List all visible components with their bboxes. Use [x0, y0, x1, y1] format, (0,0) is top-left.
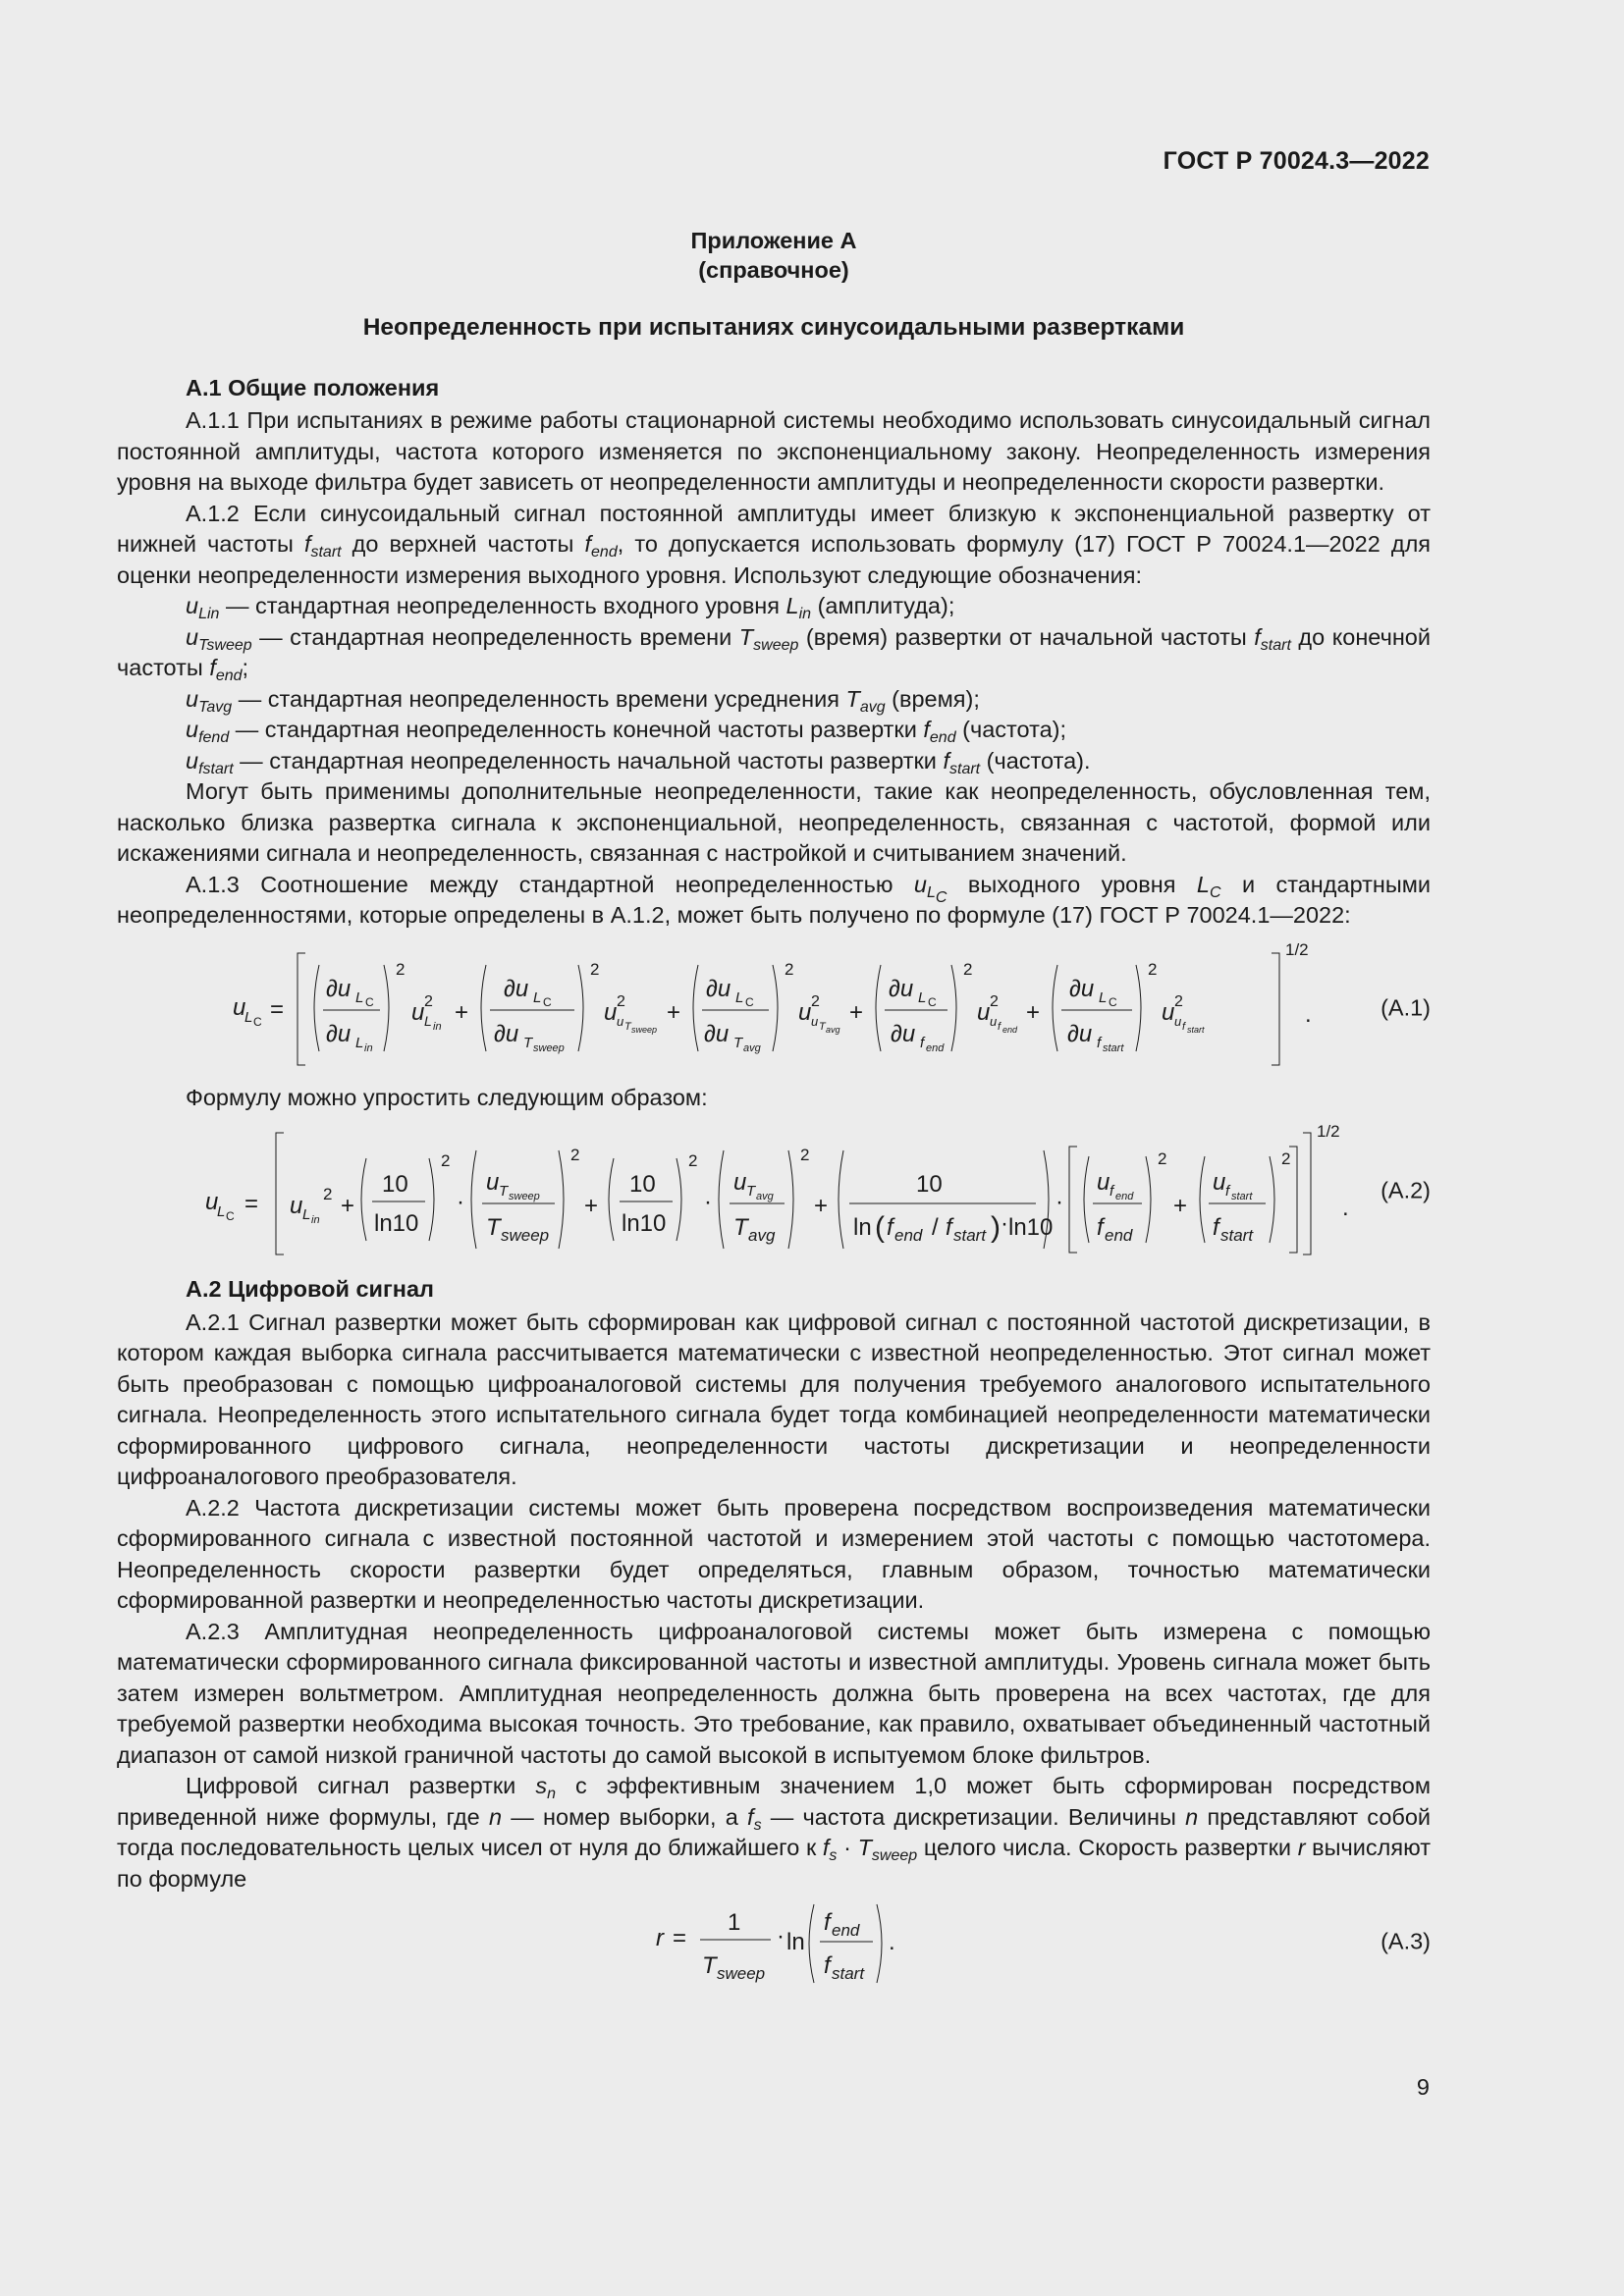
svg-text:start: start	[1220, 1226, 1254, 1245]
svg-text:C: C	[365, 994, 374, 1009]
svg-text:avg: avg	[748, 1226, 776, 1245]
annex-title: Приложение А	[690, 228, 857, 253]
paragraph-additional: Могут быть применимы дополнительные неопределенности, такие как неопределенность, обусловленная тем, насколько близка развертка сигнала к экспоненциальной, неопределенность, связанная с частотой, формой или искажениями сигнала и неопределенность, связанная с настройкой и считыванием значений.	[117, 778, 1431, 866]
svg-text:avg: avg	[743, 1041, 761, 1054]
svg-text:2: 2	[990, 992, 999, 1010]
svg-text:+: +	[584, 1193, 599, 1219]
svg-text:u: u	[1213, 1169, 1226, 1196]
svg-text:.: .	[1342, 1195, 1349, 1221]
svg-text:end: end	[894, 1226, 923, 1245]
svg-text:end: end	[832, 1921, 860, 1940]
svg-text:f: f	[1225, 1183, 1230, 1200]
svg-text:.: .	[1305, 1000, 1312, 1028]
svg-text:2: 2	[441, 1151, 451, 1170]
formula-a2-graphic	[117, 1117, 1431, 1264]
equation-number: (А.2)	[1380, 1177, 1431, 1203]
list-item: $u_{Tavg}$ — стандартная неопределенность времени усреднения $T_{avg}$ (время);	[186, 685, 980, 716]
svg-text:1/2: 1/2	[1285, 939, 1309, 959]
svg-text:2: 2	[963, 959, 973, 979]
annex-heading: Неопределенность при испытаниях синусоидальными развертками	[362, 314, 1185, 341]
svg-text:C: C	[745, 994, 754, 1009]
svg-text:∂u: ∂u	[504, 975, 529, 1002]
svg-text:start: start	[832, 1964, 865, 1983]
svg-text:2: 2	[570, 1146, 580, 1164]
svg-text:f: f	[1097, 1214, 1104, 1241]
svg-text:2: 2	[1158, 1149, 1167, 1168]
formula-a3	[117, 1896, 1431, 1987]
svg-text:f: f	[998, 1020, 1001, 1033]
svg-text:+: +	[455, 998, 469, 1026]
svg-text:10: 10	[916, 1171, 943, 1198]
svg-text:r: r	[656, 1925, 664, 1951]
svg-text:L: L	[918, 988, 927, 1006]
svg-text:L: L	[355, 988, 364, 1006]
svg-text:L: L	[302, 1206, 311, 1223]
svg-text:in: in	[364, 1041, 373, 1054]
svg-text:ln: ln	[786, 1929, 805, 1955]
svg-text:f: f	[946, 1214, 952, 1241]
svg-text:f: f	[824, 1952, 831, 1979]
svg-text:.: .	[889, 1929, 895, 1955]
svg-text:u: u	[290, 1193, 303, 1219]
svg-text:L: L	[424, 1012, 432, 1029]
svg-text:10: 10	[382, 1171, 408, 1198]
equation-number: (А.3)	[1380, 1928, 1431, 1954]
svg-text:10: 10	[629, 1171, 656, 1198]
svg-text:start: start	[1103, 1041, 1124, 1054]
svg-text:T: T	[624, 1020, 631, 1033]
svg-text:u: u	[205, 1189, 219, 1215]
paragraph-a1-1: А.1.1 При испытаниях в режиме работы стационарной системы необходимо использовать синусоидальный сигнал постоянной амплитуды, частота которого изменяется по экспоненциальному закону. Неопределенность измерения уровня на выходе фильтра будет зависеть от неопределенности амплитуды и неопределенности скорости развертки.	[117, 407, 1431, 495]
svg-text:∂u: ∂u	[1067, 1020, 1093, 1047]
svg-text:sweep: sweep	[501, 1226, 550, 1245]
svg-text:u: u	[798, 998, 812, 1026]
svg-text:u: u	[486, 1169, 500, 1196]
svg-text:2: 2	[1148, 959, 1158, 979]
svg-text:2: 2	[811, 992, 820, 1010]
svg-text:end: end	[1105, 1226, 1133, 1245]
svg-text:sweep: sweep	[631, 1024, 658, 1035]
svg-text:end: end	[926, 1041, 945, 1054]
svg-text:T: T	[523, 1034, 533, 1051]
svg-text:u: u	[1097, 1169, 1110, 1196]
formula-a1-graphic	[117, 939, 1431, 1077]
svg-text:C: C	[226, 1209, 235, 1223]
svg-text:sweep: sweep	[717, 1964, 766, 1983]
svg-text:avg: avg	[756, 1191, 774, 1202]
svg-text:u: u	[1174, 1013, 1182, 1029]
svg-text:T: T	[819, 1020, 826, 1033]
svg-text:T: T	[733, 1034, 743, 1051]
svg-text:∂u: ∂u	[704, 1020, 730, 1047]
svg-text:f: f	[887, 1214, 893, 1241]
svg-text:2: 2	[323, 1185, 333, 1203]
svg-text:T: T	[486, 1214, 501, 1241]
svg-text:+: +	[341, 1193, 355, 1219]
svg-text:in: in	[311, 1214, 320, 1226]
svg-text:L: L	[735, 988, 744, 1006]
document-code: ГОСТ Р 70024.3—2022	[1163, 147, 1430, 175]
svg-text:u: u	[233, 993, 246, 1021]
svg-text:C: C	[543, 994, 552, 1009]
svg-text:2: 2	[785, 959, 794, 979]
svg-text:f: f	[920, 1034, 925, 1051]
svg-text:2: 2	[617, 992, 625, 1010]
svg-text:=: =	[673, 1925, 687, 1951]
paragraph-a1-2: А.1.2 Если синусоидальный сигнал постоянной амплитуды имеет близкую к экспоненциальной развертку от нижней частоты $f_{start}$ до верхней частоты $f_{end}$, то допускается использовать формулу (17) ГОСТ Р 70024.1—2022 для оценки неопределенности измерения выходного уровня. Используют следующие обозначения:	[117, 500, 1432, 588]
page-number: 9	[1416, 2074, 1430, 2100]
svg-text:T: T	[733, 1214, 748, 1241]
svg-text:·: ·	[777, 1923, 785, 1949]
list-item: $u_{Tsweep}$ — стандартная неопределенность времени $T_{sweep}$ (время) развертки от начальной частоты $f_{start}$ до конечной частоты $f_{end}$;	[117, 623, 1431, 684]
svg-text:avg: avg	[826, 1024, 840, 1035]
svg-text:T: T	[702, 1952, 717, 1979]
svg-text:∂u: ∂u	[1069, 975, 1095, 1002]
svg-text:∂u: ∂u	[494, 1020, 519, 1047]
svg-text:u: u	[733, 1169, 747, 1196]
svg-text:u: u	[811, 1013, 819, 1029]
svg-text:): )	[991, 1211, 1001, 1244]
paragraph-a2-2: А.2.2 Частота дискретизации системы может быть проверена посредством воспроизведения математически сформированного сигнала с известной постоянной частотой и измерением этой частоты с помощью частотомера. Неопределенность скорости развертки будет определяться, главным образом, точностью математически сформированной развертки и неопределенностью частоты дискретизации.	[117, 1494, 1431, 1613]
svg-text:∂u: ∂u	[891, 1020, 916, 1047]
svg-text:+: +	[814, 1193, 829, 1219]
svg-text:u: u	[604, 998, 618, 1026]
svg-text:L: L	[1099, 988, 1108, 1006]
svg-text:f: f	[1097, 1034, 1102, 1051]
svg-text:f: f	[1213, 1214, 1219, 1241]
svg-text:2: 2	[590, 959, 600, 979]
paragraph-a1-3: А.1.3 Соотношение между стандартной неопределенностью $u_{L_C}$ выходного уровня $L_C$ и стандартными неопределенностями, которые определены в А.1.2, может быть получено по формуле (17) ГОСТ Р 70024.1—2022:	[117, 871, 1432, 928]
list-item: $u_{fend}$ — стандартная неопределенность конечной частоты развертки $f_{end}$ (частота);	[186, 717, 1066, 746]
svg-text:start: start	[1231, 1191, 1253, 1202]
formula-a3-graphic	[117, 1896, 1431, 1987]
svg-text:ln10: ln10	[622, 1210, 667, 1237]
paragraph-a2-1: А.2.1 Сигнал развертки может быть сформирован как цифровой сигнал с постоянной частотой дискретизации, в котором каждая выборка сигнала рассчитывается математически с известной неопределенностью. Этот сигнал может быть преобразован с помощью цифроаналоговой системы для получения требуемого аналогового испытательного сигнала. Неопределенность этого испытательного сигнала будет тогда комбинацией неопределенности математически сформированного цифрового сигнала, неопределенности частоты дискретизации и неопределенности цифроаналогового преобразователя.	[117, 1308, 1431, 1489]
svg-text:+: +	[849, 998, 864, 1026]
svg-text:∂u: ∂u	[326, 1020, 352, 1047]
svg-text:=: =	[244, 1191, 259, 1217]
svg-text:∂u: ∂u	[706, 975, 731, 1002]
svg-text:2: 2	[1174, 992, 1183, 1010]
svg-text:u: u	[617, 1013, 624, 1029]
paragraph-a2-3: А.2.3 Амплитудная неопределенность цифроаналоговой системы может быть измерена с помощью математически сформированного сигнала фиксированной частоты и известной амплитуды. Уровень сигнала может быть затем измерен вольтметром. Амплитудная неопределенность должна быть проверена на всех частотах, где для требуемой развертки необходима высокая точность. Это требование, как правило, охватывает объединенный частотный диапазон от самой низкой граничной частоты до самой высокой в испытуемом блоке фильтров.	[117, 1618, 1431, 1768]
svg-text:2: 2	[1281, 1149, 1291, 1168]
paragraph-digital-signal: Цифровой сигнал развертки $s_n$ с эффективным значением 1,0 может быть сформирован посредством приведенной ниже формулы, где n — номер выборки, а $f_s$ — частота дискретизации. Величины n представляют собой тогда последовательность целых чисел от нуля до ближайшего к $f_s \cdot T_{sweep}$ целого числа. Скорость развертки r вычисляют по формуле	[117, 1773, 1432, 1892]
svg-text:2: 2	[688, 1151, 698, 1170]
svg-text:+: +	[1173, 1193, 1188, 1219]
section-heading-a2: А.2 Цифровой сигнал	[186, 1276, 434, 1302]
svg-text:sweep: sweep	[533, 1041, 565, 1054]
svg-text:1: 1	[728, 1909, 741, 1936]
svg-text:ln10: ln10	[1008, 1214, 1054, 1241]
svg-text:sweep: sweep	[509, 1191, 540, 1202]
formula-a2	[117, 1117, 1431, 1264]
svg-text:T: T	[746, 1183, 756, 1200]
svg-text:in: in	[433, 1020, 442, 1033]
svg-text:end: end	[1115, 1191, 1134, 1202]
svg-text:C: C	[1109, 994, 1117, 1009]
svg-text:L: L	[244, 1008, 253, 1026]
section-heading-a1: А.1 Общие положения	[186, 374, 440, 400]
svg-text:f: f	[1110, 1183, 1114, 1200]
svg-text:start: start	[1187, 1024, 1205, 1035]
svg-text:start: start	[953, 1226, 987, 1245]
list-item: $u_{fstart}$ — стандартная неопределенность начальной частоты развертки $f_{start}$ (частота).	[186, 747, 1091, 777]
svg-text:∂u: ∂u	[889, 975, 914, 1002]
formula-a1	[117, 939, 1431, 1077]
svg-text:L: L	[217, 1203, 226, 1220]
paragraph-simplify: Формулу можно упростить следующим образом:	[186, 1084, 708, 1110]
svg-text:1/2: 1/2	[1317, 1122, 1340, 1141]
svg-text:+: +	[1026, 998, 1041, 1026]
svg-text:C: C	[253, 1014, 262, 1029]
equation-number: (А.1)	[1380, 993, 1431, 1020]
svg-text:ln10: ln10	[374, 1210, 419, 1237]
svg-text:2: 2	[396, 959, 406, 979]
svg-text:·: ·	[1056, 1189, 1063, 1215]
svg-text:·: ·	[704, 1189, 712, 1215]
svg-text:end: end	[1002, 1024, 1018, 1035]
svg-text:f: f	[824, 1909, 831, 1936]
svg-text:L: L	[355, 1034, 364, 1051]
svg-text:(: (	[875, 1211, 885, 1244]
svg-text:u: u	[411, 998, 425, 1026]
svg-text:u: u	[990, 1013, 998, 1029]
svg-text:2: 2	[424, 992, 433, 1010]
svg-text:L: L	[533, 988, 542, 1006]
svg-text:∂u: ∂u	[326, 975, 352, 1002]
list-item: $u_{Lin}$ — стандартная неопределенность входного уровня $L_{in}$ (амплитуда);	[186, 593, 955, 622]
svg-text:u: u	[1162, 998, 1175, 1026]
svg-text:C: C	[928, 994, 937, 1009]
svg-text:f: f	[1182, 1020, 1186, 1033]
svg-text:·: ·	[457, 1189, 464, 1215]
svg-text:u: u	[977, 998, 991, 1026]
svg-text:=: =	[270, 995, 285, 1023]
page-content	[117, 226, 1431, 1993]
svg-text:+: +	[667, 998, 681, 1026]
annex-subtitle: (справочное)	[698, 257, 849, 283]
svg-text:/: /	[932, 1214, 939, 1241]
svg-text:T: T	[499, 1183, 509, 1200]
svg-text:·: ·	[1001, 1210, 1008, 1237]
svg-text:2: 2	[800, 1146, 810, 1164]
svg-text:ln: ln	[853, 1214, 872, 1241]
